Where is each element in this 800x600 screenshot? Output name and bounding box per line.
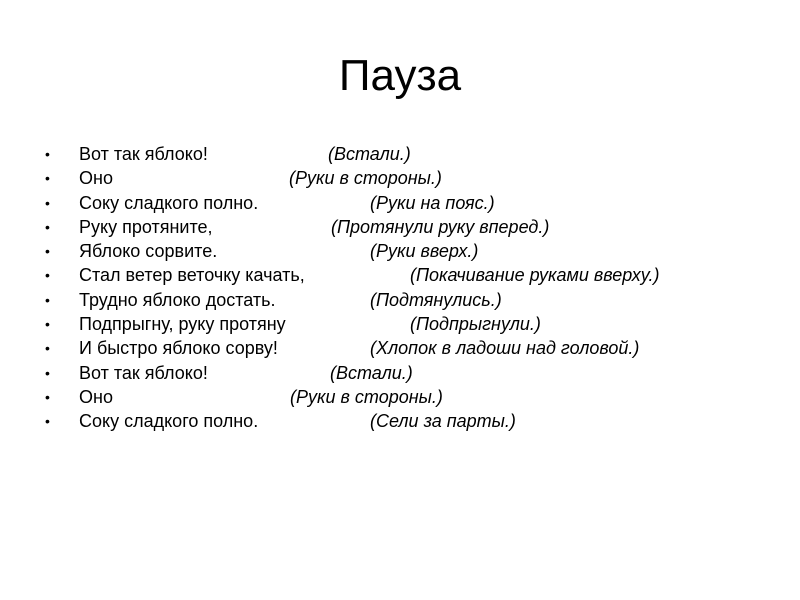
bullet-icon: •	[45, 170, 50, 187]
bullet-icon: •	[45, 146, 50, 162]
verse-text: Соку сладкого полно.	[79, 411, 259, 432]
bullet-icon: •	[45, 243, 50, 260]
verse-text: Вот так яблоко!	[79, 144, 208, 164]
bullet-icon: •	[45, 291, 50, 308]
verse-text: Соку сладкого полно.	[79, 192, 259, 213]
bullet-icon: •	[45, 316, 50, 333]
action-text: (Подпрыгнули.)	[410, 314, 541, 335]
list-item	[45, 409, 785, 433]
list-item	[45, 215, 785, 239]
list-item	[45, 336, 785, 360]
bullet-icon: •	[45, 218, 50, 235]
list-item	[45, 312, 785, 336]
bullet-icon: •	[45, 388, 50, 405]
bullet-icon: •	[45, 194, 50, 211]
action-text: (Протянули руку вперед.)	[331, 216, 550, 237]
list-item	[45, 166, 785, 190]
slide-title: Пауза	[338, 51, 462, 100]
verse-text: Оно	[79, 386, 113, 407]
action-text: (Покачивание руками вверху.)	[410, 265, 660, 286]
action-text: (Руки на пояс.)	[370, 192, 495, 213]
action-text: (Хлопок в ладоши над головой.)	[370, 338, 640, 359]
bullet-list	[45, 142, 785, 434]
list-item	[45, 361, 785, 385]
list-item	[45, 288, 785, 312]
verse-text: Яблоко сорвите.	[79, 241, 218, 262]
list-item	[45, 263, 785, 287]
list-item	[45, 142, 785, 166]
list-item	[45, 239, 785, 263]
verse-text: И быстро яблоко сорву!	[79, 338, 278, 359]
verse-text: Оно	[79, 168, 113, 189]
action-text: (Руки в стороны.)	[289, 168, 442, 189]
verse-text: Руку протяните,	[79, 216, 213, 237]
action-text: (Подтянулись.)	[370, 289, 502, 310]
action-text: (Руки в стороны.)	[290, 386, 443, 407]
verse-text: Трудно яблоко достать.	[79, 289, 276, 310]
action-text: (Сели за парты.)	[370, 411, 516, 432]
bullet-icon: •	[45, 364, 50, 381]
bullet-icon: •	[45, 267, 50, 284]
verse-text: Вот так яблоко!	[79, 362, 208, 383]
verse-text: Подпрыгну, руку протяну	[79, 314, 286, 335]
list-item	[45, 191, 785, 215]
bullet-icon: •	[45, 340, 50, 357]
list-item	[45, 385, 785, 409]
action-text: (Встали.)	[328, 144, 411, 164]
action-text: (Встали.)	[330, 362, 413, 383]
bullet-icon: •	[45, 413, 50, 430]
action-text: (Руки вверх.)	[370, 241, 479, 262]
verse-text: Стал ветер веточку качать,	[79, 265, 305, 286]
